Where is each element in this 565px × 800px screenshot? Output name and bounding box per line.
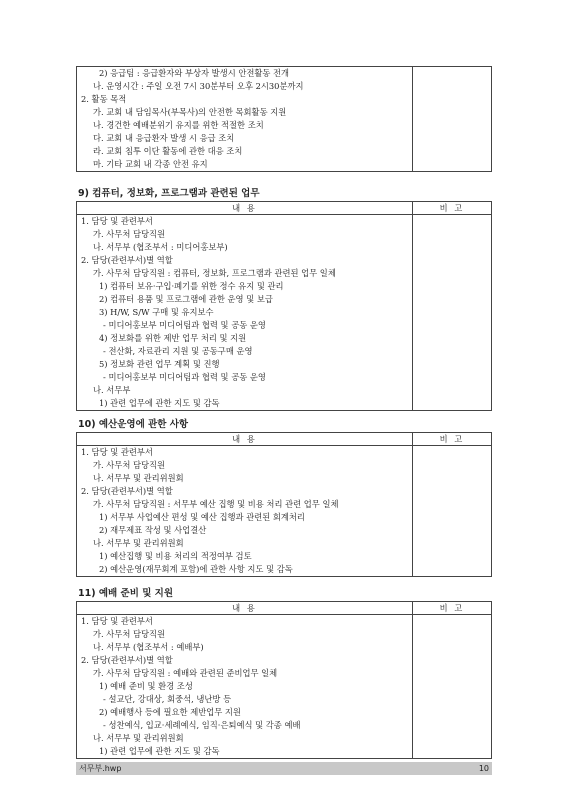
content-line: 1. 담당 및 관련부서 xyxy=(81,616,153,626)
content-line: 나. 서무부 (협조부서 : 예배부) xyxy=(93,642,204,652)
content-cell xyxy=(77,67,413,172)
content-line: 2. 담당(관련부서)별 역할 xyxy=(81,255,173,265)
content-header: 내 용 xyxy=(77,202,413,215)
content-line: 2) 예산운영(재무회계 포함)에 관한 사항 지도 및 감독 xyxy=(99,564,293,574)
content-line: 라. 교회 침투 이단 활동에 관한 대응 조치 xyxy=(93,146,243,156)
section-title-computer: 9) 컴퓨터, 정보화, 프로그램과 관련된 업무 xyxy=(78,188,260,199)
content-line: 가. 사무처 담당직원 xyxy=(93,460,166,470)
content-line: 마. 기타 교회 내 각종 안전 유지 xyxy=(93,159,208,169)
content-line: 4) 정보화를 위한 제반 업무 처리 및 지원 xyxy=(99,333,247,343)
page-number: 10 xyxy=(478,764,489,773)
content-line: 나. 서무부 및 관리위원회 xyxy=(93,733,184,743)
content-line: 2. 활동 목적 xyxy=(81,94,127,104)
content-line: 나. 서무부 및 관리위원회 xyxy=(93,473,184,483)
note-cell xyxy=(413,446,492,577)
content-line: - 미디어홍보부 미디어팀과 협력 및 공동 운영 xyxy=(103,372,266,382)
content-line: 3) H/W, S/W 구매 및 유지보수 xyxy=(99,307,214,317)
content-line: 다. 교회 내 응급환자 발생 시 응급 조치 xyxy=(93,133,235,143)
content-line: 가. 교회 내 담임목사(부목사)의 안전한 목회활동 지원 xyxy=(93,107,287,117)
content-line: - 성찬예식, 입교·세례예식, 임직·은퇴예식 및 각종 예배 xyxy=(103,720,301,730)
content-line: 2) 예배행사 등에 필요한 제반업무 지원 xyxy=(99,707,241,717)
content-line: 1) 관련 업무에 관한 지도 및 감독 xyxy=(99,398,220,408)
note-header: 비 고 xyxy=(413,433,492,446)
content-line: 2) 응급팀 : 응급환자와 부상자 발생시 안전활동 전개 xyxy=(99,68,290,78)
note-header: 비 고 xyxy=(413,602,492,615)
content-line: 나. 서무부 및 관리위원회 xyxy=(93,538,184,548)
content-line: 가. 사무처 담당직원 xyxy=(93,229,166,239)
content-line: - 전산화, 자료관리 지원 및 공동구매 운영 xyxy=(103,346,253,356)
note-header: 비 고 xyxy=(413,202,492,215)
note-cell xyxy=(413,215,492,411)
worship-duties-table xyxy=(76,601,492,759)
note-cell xyxy=(413,67,492,172)
content-line: 1) 예배 준비 및 환경 조성 xyxy=(99,681,193,691)
content-line: 나. 경건한 예배분위기 유지를 위한 적절한 조치 xyxy=(93,120,264,130)
content-line: 나. 서무부 xyxy=(93,385,131,395)
content-line: - 설교단, 강대상, 회중석, 냉난방 등 xyxy=(103,694,232,704)
section-title-budget: 10) 예산운영에 관한 사항 xyxy=(78,419,189,430)
content-cell xyxy=(77,615,413,759)
content-line: 1. 담당 및 관련부서 xyxy=(81,447,153,457)
content-line: 2. 담당(관련부서)별 역할 xyxy=(81,486,173,496)
content-line: 가. 사무처 담당직원 : 예배와 관련된 준비업무 일체 xyxy=(93,668,278,678)
content-line: 5) 정보화 관련 업무 계획 및 진행 xyxy=(99,359,220,369)
content-cell xyxy=(77,446,413,577)
section-title-worship: 11) 예배 준비 및 지원 xyxy=(78,588,174,599)
content-line: 가. 사무처 담당직원 : 컴퓨터, 정보화, 프로그램과 관련된 업무 일체 xyxy=(93,268,336,278)
budget-duties-table xyxy=(76,432,492,577)
note-cell xyxy=(413,615,492,759)
content-line: 가. 사무처 담당직원 : 서무부 예산 집행 및 비용 처리 관련 업무 일체 xyxy=(93,499,339,509)
content-line: 1) 예산집행 및 비용 처리의 적정여부 검토 xyxy=(99,551,252,561)
content-line: - 미디어홍보부 미디어팀과 협력 및 공동 운영 xyxy=(103,320,266,330)
safety-team-table xyxy=(76,66,492,172)
content-header: 내 용 xyxy=(77,433,413,446)
computer-duties-table xyxy=(76,201,492,411)
content-line: 1) 컴퓨터 보유·구입·폐기를 위한 정수 유지 및 관리 xyxy=(99,281,284,291)
content-line: 1) 서무부 사업예산 편성 및 예산 집행과 관련된 회계처리 xyxy=(99,512,305,522)
content-line: 나. 운영시간 : 주일 오전 7시 30분부터 오후 2시30분까지 xyxy=(93,81,304,91)
content-header: 내 용 xyxy=(77,602,413,615)
file-name: 서무부.hwp xyxy=(79,764,122,773)
content-line: 2. 담당(관련부서)별 역할 xyxy=(81,655,173,665)
content-cell xyxy=(77,215,413,411)
content-line: 1. 담당 및 관련부서 xyxy=(81,216,153,226)
content-line: 1) 관련 업무에 관한 지도 및 감독 xyxy=(99,746,220,756)
content-line: 나. 서무부 (협조부서 : 미디어홍보부) xyxy=(93,242,228,252)
content-line: 2) 컴퓨터 용품 및 프로그램에 관한 운영 및 보급 xyxy=(99,294,273,304)
content-line: 가. 사무처 담당직원 xyxy=(93,629,166,639)
page-footer xyxy=(76,762,492,775)
content-line: 2) 재무제표 작성 및 사업결산 xyxy=(99,525,207,535)
